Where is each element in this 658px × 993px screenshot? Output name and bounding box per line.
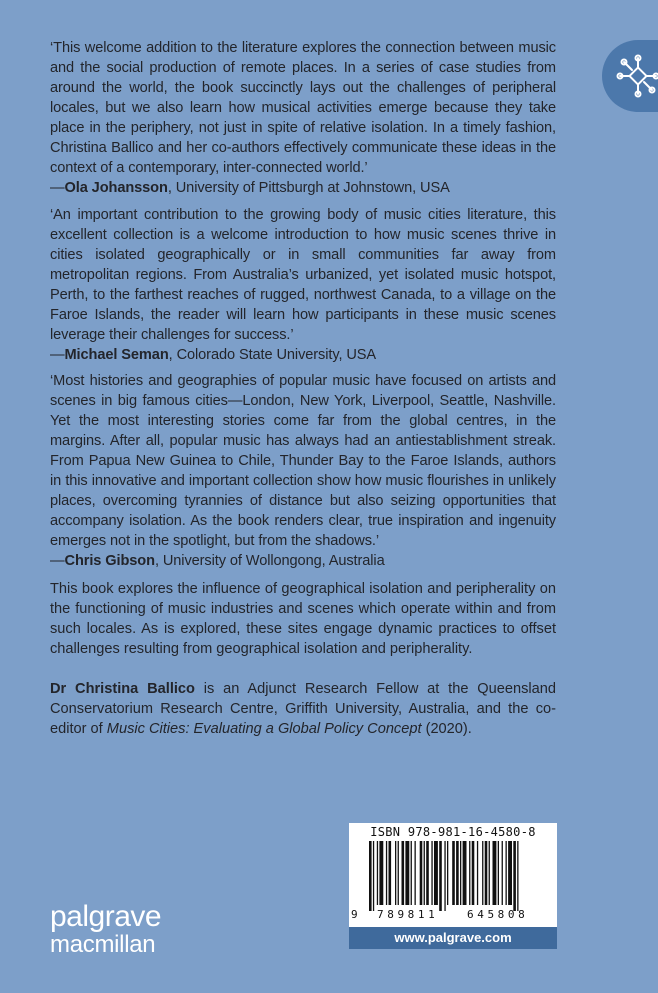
barcode-digit-first: 9	[351, 908, 358, 921]
author-bio	[50, 679, 556, 739]
endorsement-quote-2	[50, 205, 556, 365]
barcode-bar	[444, 841, 445, 911]
isbn-label: ISBN 978-981-16-4580-8	[370, 825, 536, 839]
barcode-bar	[411, 841, 412, 905]
quote-text: ‘An important contribution to the growing body of music cities literature, this excellent collection is a welcome introduction to how music scenes thrive in cities isolated geographically or in small communities far away from metropolitan regions. From Australia’s urbanized, yet isolated music hotspot, Perth, to the farthest reaches of rugged, northwest Canada, to a village on the Faroe Islands, the reader will learn how participants in these music scenes leverage their challenges for success.’	[50, 207, 556, 343]
endorser-name: Ola Johansson	[64, 180, 168, 196]
barcode-bar	[477, 841, 478, 905]
barcode-bar	[402, 841, 405, 905]
endorser-name: Chris Gibson	[64, 553, 155, 569]
barcode-bar	[398, 841, 399, 905]
barcode-bar	[472, 841, 475, 905]
barcode-bar	[498, 841, 499, 905]
barcode-bar	[377, 841, 378, 905]
barcode-bar	[431, 841, 432, 905]
barcode-bar	[369, 841, 372, 911]
barcode-bar	[502, 841, 503, 905]
endorser-affiliation: , Colorado State University, USA	[168, 347, 377, 363]
endorser-name: Michael Seman	[64, 347, 169, 363]
barcode-bar	[395, 841, 396, 905]
barcode-bar	[389, 841, 392, 905]
publisher-logo	[50, 902, 161, 958]
barcode-bar	[456, 841, 459, 905]
barcode-digits-right: 645808	[467, 908, 529, 921]
barcode-bar	[469, 841, 470, 905]
endorser-affiliation: , University of Pittsburgh at Johnstown, USA	[167, 180, 450, 196]
barcode-bar	[452, 841, 455, 905]
barcode-bar	[373, 841, 374, 911]
endorsement-quote-1	[50, 38, 556, 198]
barcode-bar	[517, 841, 518, 911]
barcode-bar	[506, 841, 507, 905]
logo-palgrave: palgrave	[50, 900, 162, 933]
logo-macmillan: macmillan	[50, 931, 156, 958]
barcode-bar	[439, 841, 442, 911]
barcode-bar	[420, 841, 423, 905]
barcode-bar	[485, 841, 488, 905]
barcode-bar	[513, 841, 516, 911]
barcode-bar	[405, 841, 409, 905]
barcode-bar	[460, 841, 461, 905]
imprint-badge	[602, 40, 658, 112]
publisher-website: www.palgrave.com	[349, 927, 557, 949]
barcode-bar	[482, 841, 483, 905]
book-year: (2020).	[421, 721, 472, 737]
quote-attribution: —Ola Johansson, University of Pittsburgh at Johnstown, USA	[50, 180, 450, 196]
barcode-bars	[355, 841, 551, 911]
barcode-bar	[415, 841, 416, 905]
book-title: Music Cities: Evaluating a Global Policy Concept	[106, 721, 422, 737]
barcode-bar	[386, 841, 387, 905]
quote-text: ‘This welcome addition to the literature explores the connection between music and the social production of remote places. In a series of case studies from around the world, the book succinctly lays out the challenges of peripheral locales, but we also learn how musical activities emerge because they take place in the periphery, not just in spite of relative isolation. In a timely fashion, Christina Ballico and her co-authors effectively communicate these ideas in the context of a contemporary, inter-connected world.’	[50, 40, 556, 176]
quote-attribution: —Chris Gibson, University of Wollongong, Australia	[50, 553, 385, 569]
endorser-affiliation: , University of Wollongong, Australia	[154, 553, 385, 569]
barcode-bar	[379, 841, 383, 905]
barcode-digits-left: 789811	[377, 908, 439, 921]
author-bio-text: is an Adjunct Research Fellow at the Queensland Conservatorium Research Centre, Griffith University, Australia, and the co-editor of	[50, 681, 556, 737]
quote-text: ‘Most histories and geographies of popular music have focused on artists and scenes in big famous cities—London, New York, Liverpool, Seattle, Nashville. Yet the most interesting stories come far from the global centres, in the margins. After all, popular music has always had an antiestablishment streak. From Papua New Guinea to Chile, Thunder Bay to the Faroe Islands, authors in this innovative and important collection show how music flourishes in unlikely places, overcoming tyrannies of distance but also seizing opportunities that accompany isolation. As the book renders clear, true inspiration and ingenuity emerges not in the spotlight, but from the shadows.’	[50, 373, 556, 549]
barcode-bar	[447, 841, 448, 905]
barcode-bar	[434, 841, 438, 905]
endorsement-quote-3	[50, 371, 556, 571]
barcode-bar	[493, 841, 497, 905]
barcode-bar	[489, 841, 490, 905]
author-name: Dr Christina Ballico	[50, 681, 195, 697]
isbn-barcode	[349, 823, 557, 927]
barcode-bar	[463, 841, 467, 905]
book-description: This book explores the influence of geographical isolation and peripherality on the functioning of music industries and scenes which operate within and from such locales. As is explored, these sites engage dynamic practices to offset challenges resulting from geographical isolation and peripherality.	[50, 581, 556, 657]
barcode-bar	[508, 841, 512, 905]
barcode-bar	[424, 841, 425, 905]
quote-attribution: —Michael Seman, Colorado State University, USA	[50, 347, 377, 363]
barcode-bar	[426, 841, 429, 905]
